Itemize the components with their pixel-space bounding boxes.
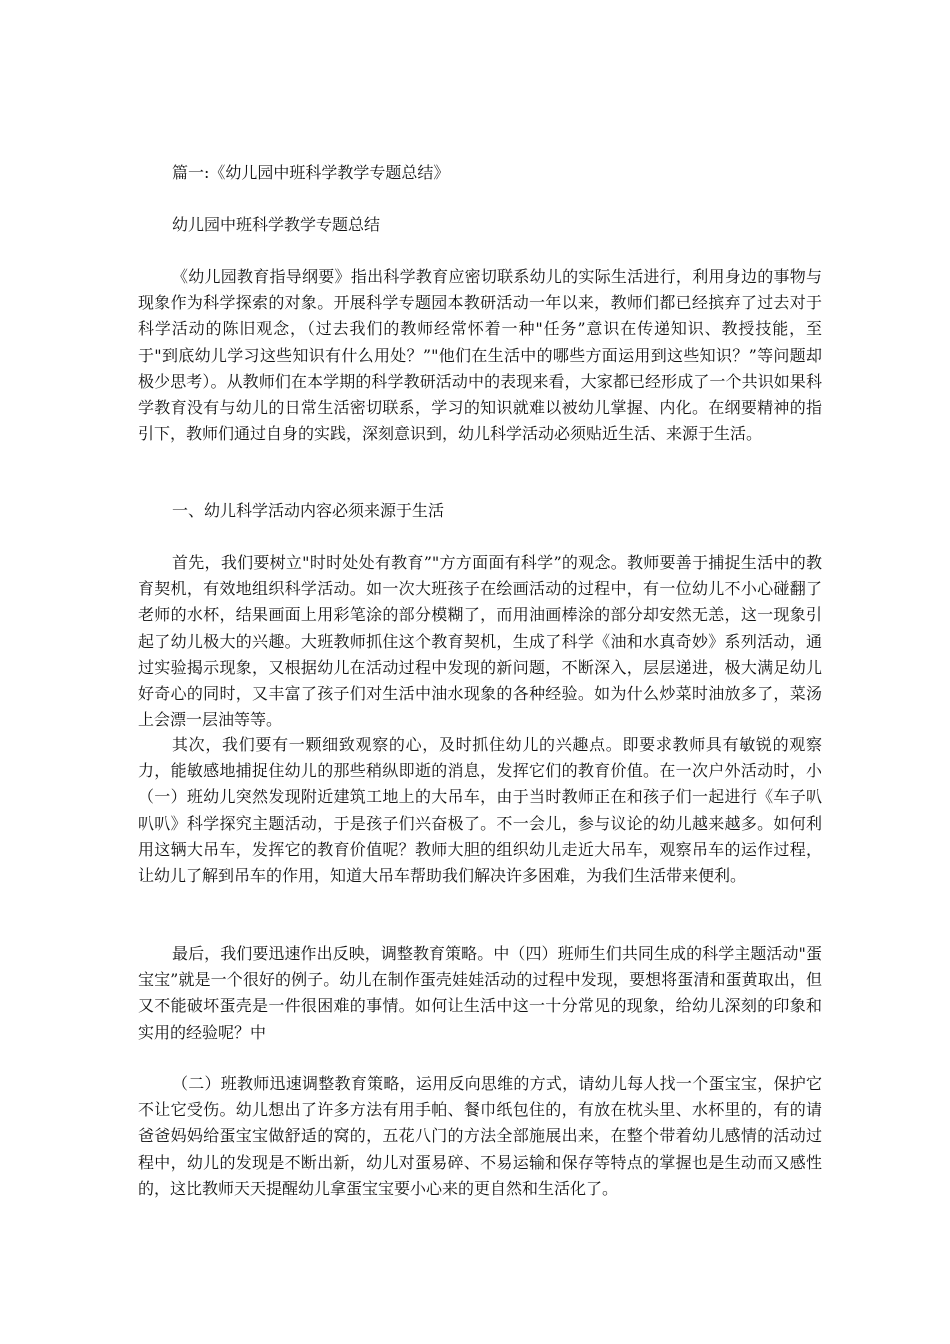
document-subtitle: 幼儿园中班科学教学专题总结 (172, 215, 381, 234)
paragraph-first: 首先，我们要树立"时时处处有教育”"方方面面有科学”的观念。教师要善于捕捉生活中的教育契机，有效地组织科学活动。如一次大班孩子在绘画活动的过程中，有一位幼儿不小心碰翻了老师的水杯，结果画面上用彩笔涂的部分模糊了，而用油画棒涂的部分却安然无恙，这一现象引起了幼儿极大的兴趣。大班教师抓住这个教育契机，生成了科学《油和水真奇妙》系列活动，通过实验揭示现象，又根据幼儿在活动过程中发现的新问题，不断深入，层层递进，极大满足幼儿好奇心的同时，又丰富了孩子们对生活中油水现象的各种经验。如为什么炒菜时油放多了，菜汤上会漂一层油等等。 (138, 553, 822, 730)
document-title: 篇一:《幼儿园中班科学教学专题总结》 (172, 163, 450, 182)
paragraph-last: 最后，我们要迅速作出反映，调整教育策略。中（四）班师生们共同生成的科学主题活动"蛋宝宝”就是一个很好的例子。幼儿在制作蛋壳娃娃活动的过程中发现，要想将蛋清和蛋黄取出，但又不能破坏蛋壳是一件很困难的事情。如何让生活中这一十分常见的现象，给幼儿深刻的印象和实用的经验呢？中 (138, 944, 822, 1042)
section-heading-1: 一、幼儿科学活动内容必须来源于生活 (172, 501, 445, 520)
paragraph-second: 其次，我们要有一颗细致观察的心，及时抓住幼儿的兴趣点。即要求教师具有敏锐的观察力，能敏感地捕捉住幼儿的那些稍纵即逝的消息，发挥它们的教育价值。在一次户外活动时，小（一）班幼儿突然发现附近建筑工地上的大吊车，由于当时教师正在和孩子们一起进行《车子叭叭叭》科学探究主题活动，于是孩子们兴奋极了。不一会儿，参与议论的幼儿越来越多。如何利用这辆大吊车，发挥它的教育价值呢？教师大胆的组织幼儿走近大吊车，观察吊车的运作过程，让幼儿了解到吊车的作用，知道大吊车帮助我们解决许多困难，为我们生活带来便利。 (138, 735, 822, 886)
intro-paragraph: 《幼儿园教育指导纲要》指出科学教育应密切联系幼儿的实际生活进行，利用身边的事物与现象作为科学探索的对象。开展科学专题园本教研活动一年以来，教师们都已经摈弃了过去对于科学活动的陈旧观念，（过去我们的教师经常怀着一种"任务”意识在传递知识、教授技能，至于"到底幼儿学习这些知识有什么用处？”"他们在生活中的哪些方面运用到这些知识？”等问题却极少思考）。从教师们在本学期的科学教研活动中的表现来看，大家都已经形成了一个共识如果科学教育没有与幼儿的日常生活密切联系，学习的知识就难以被幼儿掌握、内化。在纲要精神的指引下，教师们通过自身的实践，深刻意识到，幼儿科学活动必须贴近生活、来源于生活。 (138, 267, 822, 444)
paragraph-continued: （二）班教师迅速调整教育策略，运用反向思维的方式，请幼儿每人找一个蛋宝宝，保护它不让它受伤。幼儿想出了许多方法有用手帕、餐巾纸包住的，有放在枕头里、水杯里的，有的请爸爸妈妈给蛋宝宝做舒适的窝的，五花八门的方法全部施展出来，在整个带着幼儿感情的活动过程中，幼儿的发现是不断出新，幼儿对蛋易碎、不易运输和保存等特点的掌握也是生动而又感性的，这比教师天天提醒幼儿拿蛋宝宝要小心来的更自然和生活化了。 (138, 1074, 822, 1198)
